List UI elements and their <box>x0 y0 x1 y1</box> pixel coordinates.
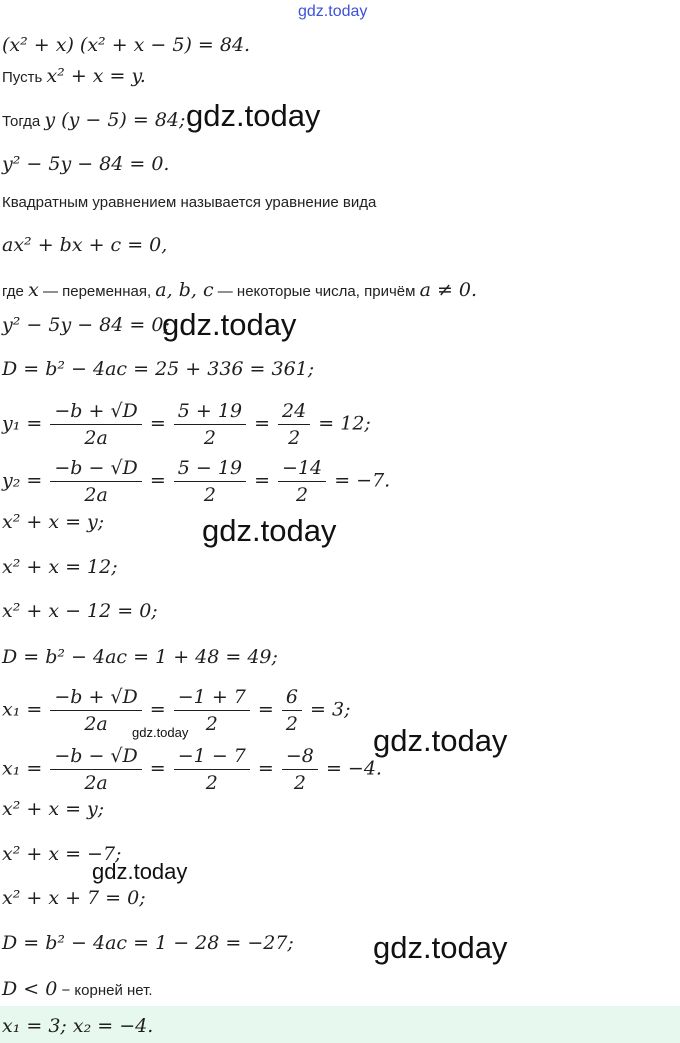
math-text: a ≠ 0. <box>419 279 478 301</box>
numerator: −1 − 7 <box>174 743 250 770</box>
case-2-discriminant: D = b² − 4ac = 1 − 28 = −27; <box>2 932 294 954</box>
numerator: −14 <box>278 455 326 482</box>
watermark: gdz.today <box>373 723 508 758</box>
numerator: −b − √D <box>50 455 141 482</box>
answer-text: x₁ = 3; x₂ = −4. <box>2 1015 154 1037</box>
denominator: 2 <box>205 772 218 794</box>
fraction <box>174 455 246 508</box>
watermark: gdz.today <box>92 859 188 884</box>
numerator: −b + √D <box>50 684 141 711</box>
math-text: a, b, c <box>155 279 214 301</box>
lhs: x₁ = <box>2 757 43 780</box>
fraction <box>50 398 141 451</box>
math-text: x² + x = y. <box>46 65 146 87</box>
definition-text: Квадратным уравнением называется уравнение вида <box>2 194 377 211</box>
watermark: gdz.today <box>162 307 297 342</box>
watermark: gdz.today <box>186 98 321 133</box>
lhs: y₂ = <box>2 469 43 492</box>
case-2-quadratic: x² + x + 7 = 0; <box>2 887 146 909</box>
lhs: x₁ = <box>2 698 43 721</box>
watermark: gdz.today <box>202 513 337 548</box>
rhs: = 12; <box>318 412 371 435</box>
denominator: 2 <box>203 484 216 506</box>
fraction <box>50 743 141 796</box>
numerator: 24 <box>278 398 310 425</box>
prose-text: где <box>2 283 29 300</box>
numerator: 6 <box>282 684 302 711</box>
rhs: = −4. <box>325 757 382 780</box>
numerator: 5 − 19 <box>174 455 246 482</box>
math-text: D < 0 <box>2 978 58 1000</box>
quadratic-in-y: y² − 5y − 84 = 0. <box>2 153 170 175</box>
prose-text: Пусть <box>2 69 47 86</box>
numerator: −b − √D <box>50 743 141 770</box>
case-1-substitution: x² + x = y; <box>2 511 105 533</box>
denominator: 2a <box>84 713 108 735</box>
answer-box <box>0 1006 680 1043</box>
fraction <box>278 398 310 451</box>
watermark: gdz.today <box>132 725 189 740</box>
denominator: 2a <box>84 772 108 794</box>
denominator: 2 <box>285 713 298 735</box>
prose-text: − корней нет. <box>57 982 153 999</box>
substituted-equation-line <box>2 108 185 134</box>
fraction <box>278 455 326 508</box>
denominator: 2 <box>296 484 309 506</box>
lhs: y₁ = <box>2 412 43 435</box>
case-2-substitution: x² + x = y; <box>2 798 105 820</box>
denominator: 2 <box>288 427 301 449</box>
prose-text: — переменная, <box>38 283 156 300</box>
numerator: −8 <box>282 743 318 770</box>
rhs: = −7. <box>334 469 391 492</box>
fraction <box>174 743 250 796</box>
root-x2: x₁ = $\frac{-b - √D}{2a}$ = $\frac{-1 - 7}{2}$ = $\frac{-8}{2}$ = −4. <box>2 745 382 794</box>
quadratic-in-y-repeat: y² − 5y − 84 = 0; <box>2 314 170 336</box>
watermark-top: gdz.today <box>298 3 368 20</box>
prose-text: Тогда <box>2 113 45 130</box>
case-2-equation: x² + x = −7; <box>2 843 122 865</box>
math-text: x <box>28 279 39 301</box>
root-y2: y₂ = $\frac{-b - √D}{2a}$ = $\frac{5 - 19}{2}$ = $\frac{-14}{2}$ = −7. <box>2 457 391 506</box>
rhs: = 3; <box>310 698 351 721</box>
fraction <box>174 684 250 737</box>
numerator: −b + √D <box>50 398 141 425</box>
fraction <box>50 684 141 737</box>
general-form: ax² + bx + c = 0, <box>2 234 168 256</box>
case-1-discriminant: D = b² − 4ac = 1 + 48 = 49; <box>2 646 278 668</box>
fraction <box>282 743 318 796</box>
denominator: 2 <box>293 772 306 794</box>
definition-explanation <box>2 278 477 304</box>
root-y1: y₁ = $\frac{-b + √D}{2a}$ = $\frac{5 + 19}{2}$ = $\frac{24}{2}$ = 12; <box>2 400 371 449</box>
fraction <box>50 455 141 508</box>
denominator: 2a <box>84 427 108 449</box>
discriminant-y: D = b² − 4ac = 25 + 336 = 361; <box>2 358 315 380</box>
watermark: gdz.today <box>373 930 508 965</box>
root-x1: x₁ = $\frac{-b + √D}{2a}$ = $\frac{-1 + 7}{2}$ = $\frac{6}{2}$ = 3; <box>2 686 351 735</box>
fraction <box>282 684 302 737</box>
equation-original: (x² + x) (x² + x − 5) = 84. <box>2 34 251 56</box>
math-text: y (y − 5) = 84; <box>44 109 186 131</box>
no-roots-line <box>2 977 153 1003</box>
denominator: 2a <box>84 484 108 506</box>
denominator: 2 <box>205 713 218 735</box>
fraction <box>174 398 246 451</box>
numerator: −1 + 7 <box>174 684 250 711</box>
numerator: 5 + 19 <box>174 398 246 425</box>
case-1-equation: x² + x = 12; <box>2 556 118 578</box>
denominator: 2 <box>203 427 216 449</box>
case-1-quadratic: x² + x − 12 = 0; <box>2 600 158 622</box>
prose-text: — некоторые числа, причём <box>213 283 420 300</box>
substitution-line <box>2 64 146 90</box>
